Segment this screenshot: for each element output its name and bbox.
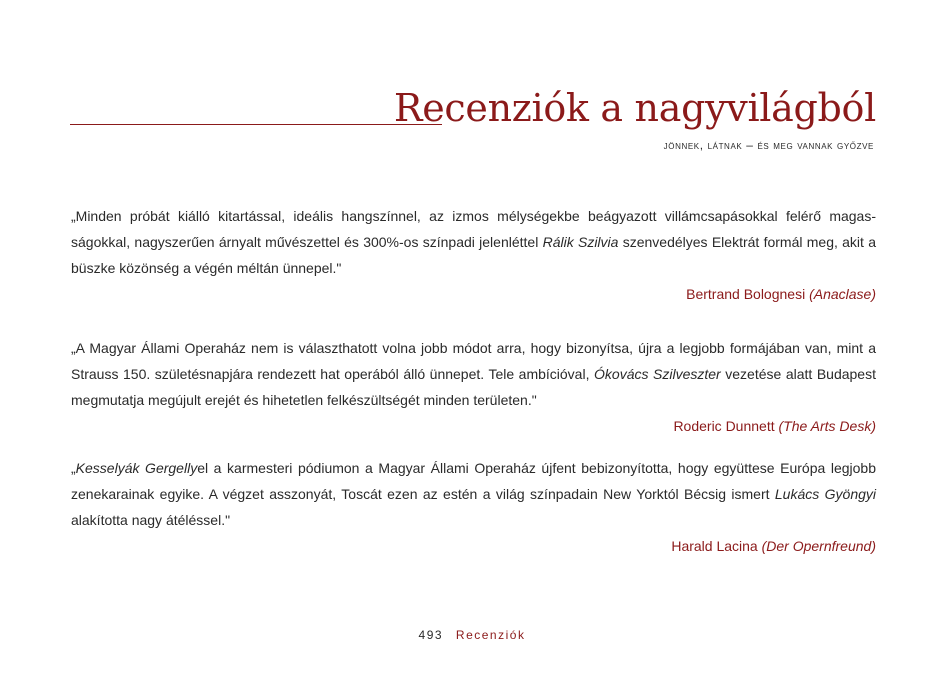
review-quote — [71, 203, 876, 281]
page-title: Recenziók a nagyvilágból — [393, 86, 876, 130]
quote-text: alakította nagy átéléssel." — [71, 512, 231, 528]
review-block — [71, 455, 876, 559]
quote-text: „Minden próbát kiálló kitartással, ideális hangszínnel, az izmos mélységekbe beágyazott villámcsapásokkal felérő magas-ságokkal, nagyszerűen árnyalt művészettel és 300%-os színpadi jelenléttel — [71, 208, 876, 250]
review-author: Roderic Dunnett — [673, 418, 775, 434]
review-attribution — [71, 281, 876, 307]
review-author: Bertrand Bolognesi — [686, 286, 806, 302]
review-attribution — [71, 413, 876, 439]
review-block — [71, 335, 876, 439]
page-subtitle: jönnek, látnak – és meg vannak győzve — [663, 138, 874, 152]
page-footer — [0, 628, 944, 642]
page-number: 493 — [418, 628, 444, 642]
quote-name-italic: Ókovács Szilveszter — [594, 366, 721, 382]
footer-section-name: Recenziók — [455, 628, 526, 642]
review-block — [71, 203, 876, 307]
review-quote — [71, 455, 876, 533]
quote-text: „ — [71, 460, 76, 476]
quote-text: el a karmesteri pódiumon a Magyar Állami Operaház újfent bebizonyította, hogy együttese Európa legjobb zenekarainak egyike. A végzet asszonyát, Toscát ezen az estén a világ színpadain New Yorktól Bécsig ismert — [71, 460, 877, 502]
quote-name-italic: Kesselyák Gergelly — [75, 460, 198, 476]
quote-text: szenvedélyes Elektrát formál meg, akit a büszke közönség a végén méltán ünnepel." — [71, 234, 876, 276]
quote-text: „A Magyar Állami Operaház nem is választhatott volna jobb módot arra, hogy bizonyítsa, újra a legjobb formájában van, mint a Strauss 150. születésnapjára rendezett hat operából álló ünnepet. Tele ambícióval, — [71, 340, 876, 382]
review-quote — [71, 335, 876, 413]
review-source: (Der Opernfreund) — [761, 538, 876, 554]
quote-name-italic: Lukács Gyöngyi — [774, 486, 876, 502]
review-author: Harald Lacina — [671, 538, 758, 554]
quote-name-italic: Rálik Szilvia — [542, 234, 619, 250]
review-attribution — [71, 533, 876, 559]
review-source: (The Arts Desk) — [778, 418, 876, 434]
title-rule — [70, 124, 442, 125]
review-source: (Anaclase) — [809, 286, 876, 302]
quote-text: vezetése alatt Budapest megmutatja megújult erejét és hihetetlen felkészültségét minden területen." — [71, 366, 876, 408]
